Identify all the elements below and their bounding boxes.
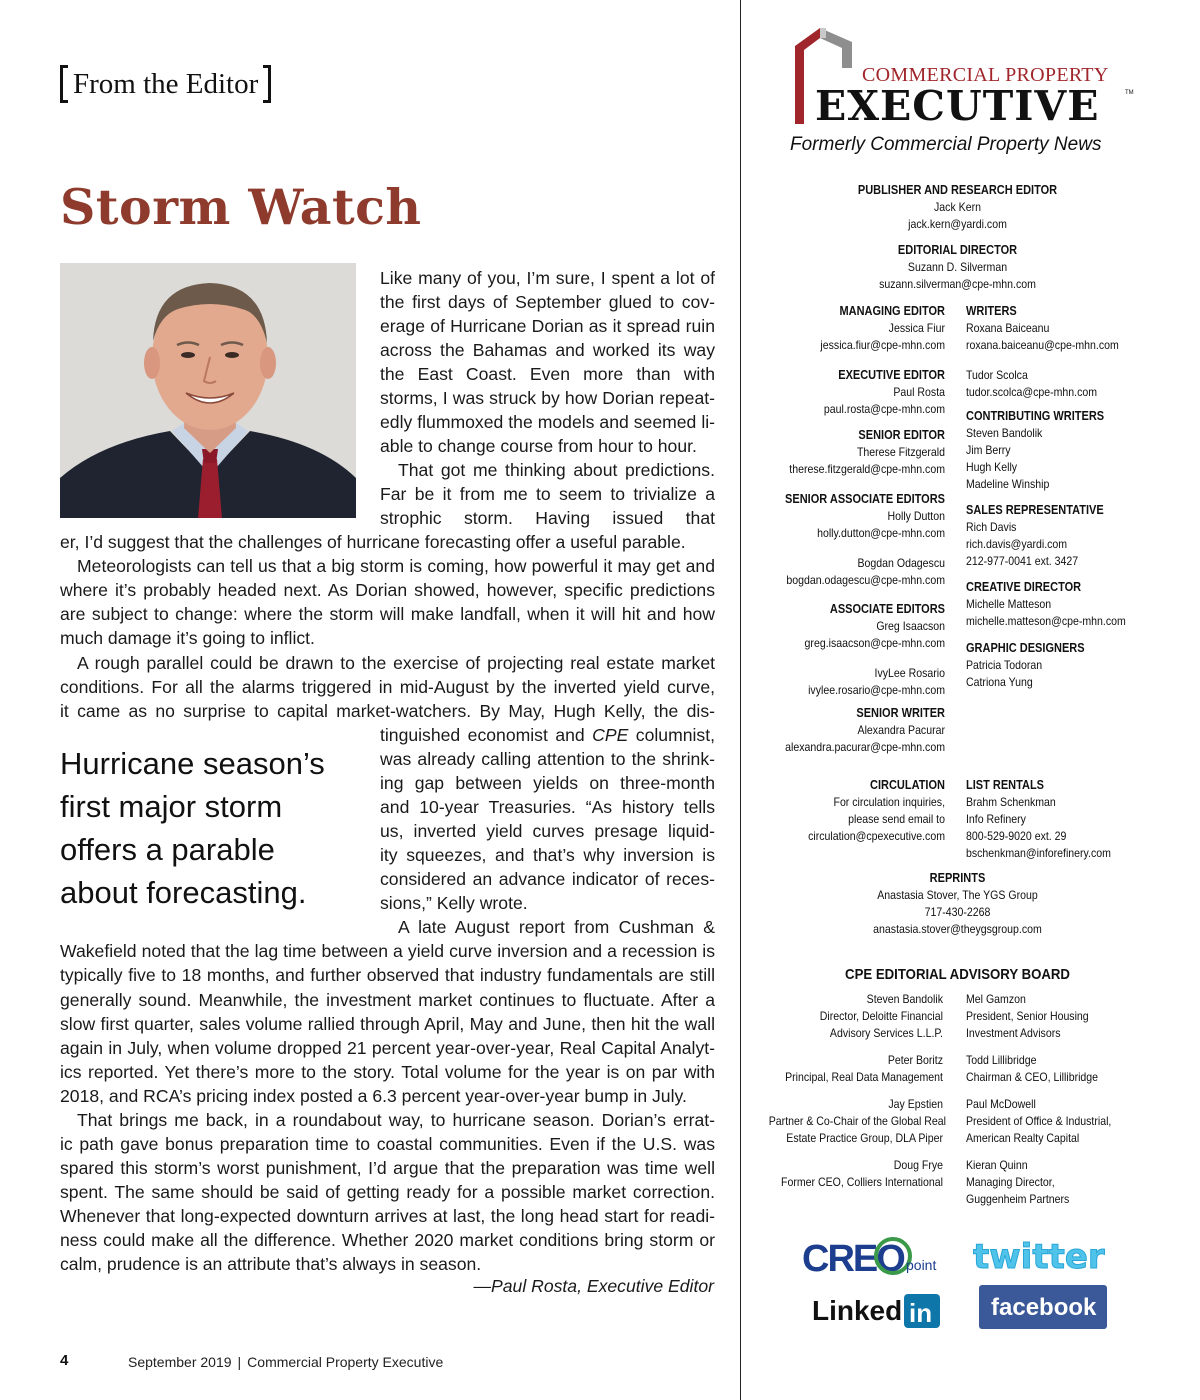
article-line: generally sound. Meanwhile, the investment market continues to fluctuate. After a	[60, 990, 715, 1010]
masthead-line: IvyLee Rosario	[874, 666, 945, 680]
article-line: strophic storm. Having issued that	[380, 508, 715, 528]
editor-portrait-illustration	[60, 263, 356, 518]
masthead-line: ivylee.rosario@cpe-mhn.com	[808, 683, 945, 697]
footer-separator: |	[237, 1354, 242, 1370]
board-member-title: Former CEO, Colliers International	[781, 1175, 943, 1189]
masthead-email: jack.kern@yardi.com	[908, 217, 1007, 231]
masthead-line: rich.davis@yardi.com	[966, 537, 1068, 551]
advisory-board-member	[768, 1096, 947, 1147]
footer-date: September 2019	[128, 1354, 232, 1370]
masthead-line: alexandra.pacurar@cpe-mhn.com	[785, 740, 945, 754]
article-line: erage of Hurricane Dorian as it spread ruin	[380, 316, 715, 336]
masthead-heading: CIRCULATION	[870, 778, 945, 792]
board-member-title: American Realty Capital	[966, 1131, 1080, 1145]
masthead-line: circulation@cpexecutive.com	[808, 829, 945, 843]
board-member-name: Kieran Quinn	[966, 1158, 1028, 1172]
article-line: considered an advance indicator of reces-	[380, 869, 715, 889]
masthead-line: Alexandra Pacurar	[857, 723, 945, 737]
article-line: much damage it’s going to inflict.	[60, 628, 315, 648]
pull-quote-line: Hurricane season’s	[60, 746, 325, 781]
masthead-line: Bogdan Odagescu	[857, 556, 945, 570]
masthead-block	[966, 640, 1142, 691]
masthead-line: Tudor Scolca	[966, 368, 1028, 382]
masthead-block	[769, 427, 945, 478]
advisory-board-member	[966, 1052, 1142, 1086]
board-member-title: Chairman & CEO, Lillibridge	[966, 1070, 1099, 1084]
masthead-block	[769, 777, 945, 845]
pull-quote	[60, 742, 360, 914]
masthead-line: greg.isaacson@cpe-mhn.com	[804, 636, 945, 650]
masthead-block	[966, 579, 1142, 630]
masthead-heading: EXECUTIVE EDITOR	[838, 368, 945, 382]
masthead-line: please send email to	[848, 812, 945, 826]
advisory-board-heading: CPE EDITORIAL ADVISORY BOARD	[845, 966, 1070, 983]
editor-photo	[60, 263, 356, 518]
cpe-logo	[790, 24, 1140, 134]
signature: —Paul Rosta, Executive Editor	[473, 1276, 714, 1296]
masthead-editorial-director	[819, 242, 1096, 293]
article-line: ing gap between yields on three-month	[380, 773, 715, 793]
article-line: er, I’d suggest that the challenges of hurricane forecasting offer a useful parable.	[60, 532, 686, 552]
article-line: A late August report from Cushman &	[398, 917, 715, 937]
creo-logo-icon	[802, 1234, 948, 1280]
masthead-line: For circulation inquiries,	[833, 795, 945, 809]
masthead-block	[769, 303, 945, 354]
twitter-logo[interactable]	[973, 1236, 1123, 1281]
masthead-heading: ASSOCIATE EDITORS	[829, 602, 945, 616]
article-line: Wakefield noted that the lag time between a yield curve inversion and a recession is	[60, 941, 715, 961]
page-number: 4	[60, 1352, 69, 1369]
board-member-name: Steven Bandolik	[866, 992, 943, 1006]
twitter-icon	[973, 1236, 1123, 1276]
article-line: Meteorologists can tell us that a big storm is coming, how powerful it may get and	[77, 556, 715, 576]
board-member-title: Partner & Co-Chair of the Global Real	[768, 1114, 947, 1128]
article-line: able to change course from hour to hour.	[380, 436, 697, 456]
board-member-name: Paul McDowell	[966, 1097, 1036, 1111]
board-member-name: Mel Gamzon	[966, 992, 1026, 1006]
masthead-line: roxana.baiceanu@cpe-mhn.com	[966, 338, 1119, 352]
masthead-line: bogdan.odagescu@cpe-mhn.com	[786, 573, 945, 587]
article-line: edly flummoxed the models and seemed li-	[380, 412, 715, 432]
masthead-heading: SENIOR WRITER	[856, 706, 945, 720]
masthead-line: Jim Berry	[966, 443, 1011, 457]
section-label: From the Editor	[60, 65, 271, 103]
article-line: where it’s probably headed next. As Dorian showed, however, specific predictions	[60, 580, 715, 600]
advisory-board-member	[966, 991, 1142, 1042]
masthead-reprints	[819, 870, 1096, 938]
article-line: are subject to change: where the storm will make landfall, when it will hit and how	[60, 604, 715, 624]
article-line: ity squeezes, and that’s why inversion is	[380, 845, 715, 865]
board-member-name: Peter Boritz	[887, 1053, 943, 1067]
article-line: A rough parallel could be drawn to the exercise of projecting real estate market	[77, 653, 715, 673]
masthead-line: Holly Dutton	[887, 509, 945, 523]
masthead-heading: LIST RENTALS	[966, 778, 1045, 792]
masthead-block	[966, 777, 1142, 862]
masthead-name: Jack Kern	[934, 200, 981, 214]
article-line: ness could make all the difference. Whether 2020 market conditions bring storm or	[60, 1230, 715, 1250]
masthead-line: Therese Fitzgerald	[856, 445, 945, 459]
article-line: the East Coast. Even more than with	[380, 364, 715, 384]
masthead-heading: CREATIVE DIRECTOR	[966, 580, 1082, 594]
board-member-title: Principal, Real Data Management	[785, 1070, 943, 1084]
masthead-heading: EDITORIAL DIRECTOR	[897, 243, 1018, 257]
twitter-text: twitter	[973, 1237, 1105, 1276]
article-line: Far be it from me to seem to trivialize a	[380, 484, 715, 504]
linkedin-in-text: in	[909, 1298, 933, 1328]
masthead-line	[966, 354, 1142, 367]
masthead-block	[769, 705, 945, 756]
masthead-line: 717-430-2268	[924, 905, 991, 919]
masthead-line: Greg Isaacson	[876, 619, 945, 633]
masthead-line: michelle.matteson@cpe-mhn.com	[966, 614, 1126, 628]
board-member-title: Managing Director,	[966, 1175, 1055, 1189]
logo-line1: COMMERCIAL PROPERTY	[862, 64, 1109, 86]
article-line: across the Bahamas and worked its way	[380, 340, 715, 360]
pull-quote-line: offers a parable	[60, 832, 275, 867]
linkedin-icon	[812, 1290, 944, 1330]
masthead-heading: SENIOR EDITOR	[858, 428, 945, 442]
masthead-name: Suzann D. Silverman	[907, 260, 1008, 274]
masthead-line	[769, 652, 945, 665]
masthead-line: Brahm Schenkman	[966, 795, 1056, 809]
masthead-heading: CONTRIBUTING WRITERS	[966, 409, 1105, 423]
article-line: Whenever that long-expected downturn arrives at last, the long head start for readi-	[60, 1206, 715, 1226]
masthead-line: Catriona Yung	[966, 675, 1033, 689]
advisory-board-member	[769, 1157, 943, 1191]
masthead-line: jessica.fiur@cpe-mhn.com	[820, 338, 945, 352]
article-line: it came as no surprise to capital market-watchers. By May, Hugh Kelly, the dis-	[60, 701, 715, 721]
masthead-line: bschenkman@inforefinery.com	[966, 846, 1111, 860]
masthead-line: Patricia Todoran	[966, 658, 1043, 672]
board-member-title: Guggenheim Partners	[966, 1192, 1070, 1206]
pull-quote-line: about forecasting.	[60, 875, 307, 910]
article-line: typically five to 18 months, and further observed that industry fundamentals are still	[60, 965, 715, 985]
footer-publication: Commercial Property Executive	[247, 1354, 444, 1370]
masthead-block	[966, 408, 1142, 493]
masthead-email: suzann.silverman@cpe-mhn.com	[879, 277, 1036, 291]
masthead-heading: REPRINTS	[929, 871, 986, 885]
board-member-name: Jay Epstien	[888, 1097, 943, 1111]
headline: Storm Watch	[60, 178, 422, 236]
linkedin-logo[interactable]	[812, 1290, 944, 1335]
masthead-line: anastasia.stover@theygsgroup.com	[873, 922, 1042, 936]
logo-trademark: TM	[1125, 90, 1134, 96]
article-line: That brings me back, in a roundabout way, to hurricane season. Dorian’s errat-	[77, 1110, 715, 1130]
masthead-block	[769, 367, 945, 418]
facebook-icon	[979, 1285, 1107, 1329]
masthead-line: Rich Davis	[966, 520, 1017, 534]
board-member-title: President, Senior Housing	[966, 1009, 1089, 1023]
masthead-line: Paul Rosta	[893, 385, 945, 399]
article-line: spent. The same should be said of getting ready for a possible market correction.	[60, 1182, 715, 1202]
masthead-line: paul.rosta@cpe-mhn.com	[823, 402, 945, 416]
masthead-publisher	[819, 182, 1096, 233]
masthead-line: 212-977-0041 ext. 3427	[966, 554, 1079, 568]
article-line: ics reported. Yet there’s more to the story. Total volume for the year is on par with	[60, 1062, 715, 1082]
masthead-heading: MANAGING EDITOR	[839, 304, 945, 318]
masthead-heading: WRITERS	[966, 304, 1017, 318]
article-line: storms, I was struck by how Dorian repeat-	[380, 388, 715, 408]
article-line: the first days of September glued to cov-	[380, 292, 715, 312]
masthead-line: therese.fitzgerald@cpe-mhn.com	[789, 462, 945, 476]
facebook-logo[interactable]	[979, 1285, 1107, 1334]
board-member-title: Estate Practice Group, DLA Piper	[786, 1131, 943, 1145]
masthead-block	[769, 601, 945, 699]
article-line: 2018, and RCA’s pricing index posted a 6.3 percent year-over-year bump in July.	[60, 1086, 687, 1106]
article-line: calm, prudence is an attribute that’s always in season.	[60, 1254, 482, 1274]
article-line: Like many of you, I’m sure, I spent a lot of	[380, 268, 715, 288]
masthead-line: tudor.scolca@cpe-mhn.com	[966, 385, 1098, 399]
masthead-heading: SALES REPRESENTATIVE	[966, 503, 1104, 517]
creo-point-logo[interactable]	[802, 1234, 948, 1285]
publication-abbrev: CPE	[592, 725, 629, 745]
advisory-board-member	[769, 991, 943, 1042]
advisory-board-member	[966, 1157, 1142, 1208]
article-line: spared this storm’s worst punishment, I’d argue that the preparation was time well	[60, 1158, 715, 1178]
article-line: us, inverted yield curves presage liquid-	[380, 821, 715, 841]
masthead-line: Info Refinery	[966, 812, 1026, 826]
logo-line2: EXECUTIVE	[815, 82, 1100, 130]
creo-point-text: point	[906, 1257, 937, 1273]
masthead-block	[769, 491, 945, 589]
article-line: sions,” Kelly wrote.	[380, 893, 528, 913]
masthead-block	[966, 502, 1142, 570]
creo-text: CREO	[802, 1238, 904, 1280]
masthead-line: Michelle Matteson	[966, 597, 1052, 611]
column-divider	[740, 0, 741, 1400]
article-line: again in July, when volume dropped 21 percent year-over-year, Real Capital Analyt-	[60, 1038, 715, 1058]
linkedin-text: Linked	[812, 1295, 903, 1326]
masthead-line: holly.dutton@cpe-mhn.com	[817, 526, 945, 540]
board-member-name: Todd Lillibridge	[966, 1053, 1037, 1067]
board-member-name: Doug Frye	[893, 1158, 943, 1172]
masthead-line: Hugh Kelly	[966, 460, 1018, 474]
masthead-line: Madeline Winship	[966, 477, 1050, 491]
masthead-heading: SENIOR ASSOCIATE EDITORS	[785, 492, 945, 506]
masthead-line: Roxana Baiceanu	[966, 321, 1050, 335]
article-line: and 10-year Treasuries. “As history tells	[380, 797, 715, 817]
masthead-block	[966, 303, 1142, 401]
advisory-board-member	[966, 1096, 1142, 1147]
board-member-title: Investment Advisors	[966, 1026, 1061, 1040]
pull-quote-line: first major storm	[60, 789, 283, 824]
article-line: That got me thinking about predictions.	[398, 460, 715, 480]
article-line: ic path gave bonus preparation time to coastal communities. Even if the U.S. was	[60, 1134, 715, 1154]
facebook-text: facebook	[991, 1294, 1097, 1321]
board-member-title: Director, Deloitte Financial	[819, 1009, 943, 1023]
masthead-heading: PUBLISHER AND RESEARCH EDITOR	[857, 183, 1058, 197]
article-line: tinguished economist and CPE columnist,	[380, 725, 715, 745]
logo-tagline: Formerly Commercial Property News	[790, 134, 1102, 155]
masthead-line	[769, 542, 945, 555]
masthead-line: Jessica Fiur	[888, 321, 945, 335]
masthead-line: 800-529-9020 ext. 29	[966, 829, 1067, 843]
advisory-board-member	[769, 1052, 943, 1086]
masthead-line: Steven Bandolik	[966, 426, 1043, 440]
masthead-heading: GRAPHIC DESIGNERS	[966, 641, 1085, 655]
footer-info	[128, 1354, 443, 1370]
article-line: was already calling attention to the shrink-	[380, 749, 715, 769]
article-line: conditions. For all the alarms triggered in mid-August by the inverted yield curve,	[60, 677, 715, 697]
masthead-line: Anastasia Stover, The YGS Group	[877, 888, 1038, 902]
article-line: slow first quarter, sales volume rallied through April, May and June, then hit the wall	[60, 1014, 715, 1034]
board-member-title: Advisory Services L.L.P.	[829, 1026, 943, 1040]
board-member-title: President of Office & Industrial,	[966, 1114, 1112, 1128]
